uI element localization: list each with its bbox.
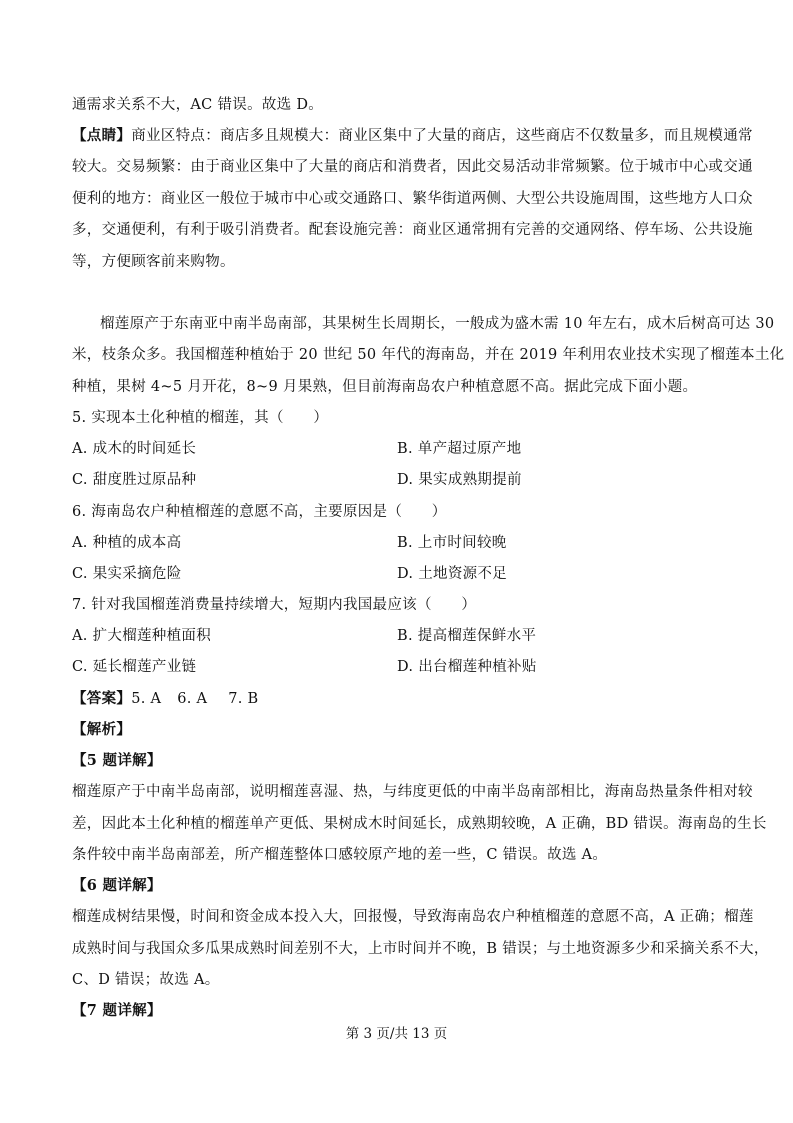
question-6-stem: 6. 海南岛农户种植榴莲的意愿不高，主要原因是（ ） (72, 504, 447, 520)
answer-line (72, 689, 732, 709)
detail-7-label: 【7 题详解】 (72, 1002, 162, 1019)
question-7-option-a: A. 扩大榴莲种植面积 (72, 628, 211, 644)
dianjing-line-1 (72, 126, 753, 146)
answer-label: 【答案】 (72, 690, 132, 707)
question-5-option-a: A. 成木的时间延长 (72, 441, 197, 457)
answer-item-6: 6. A (177, 691, 208, 707)
question-7-option-b: B. 提高榴莲保鲜水平 (397, 628, 537, 644)
detail-6-line-2: 成熟时间与我国众多瓜果成熟时间差别不大，上市时间并不晚，B 错误；与土地资源多少和采摘关系不大， (72, 941, 769, 957)
analysis-label: 【解析】 (72, 721, 132, 738)
passage-line-2: 米，枝条众多。我国榴莲种植始于 20 世纪 50 年代的海南岛，并在 2019 年利用农业技术实现了榴莲本土化 (72, 347, 785, 363)
question-5-stem: 5. 实现本土化种植的榴莲，其（ ） (72, 410, 329, 426)
detail-6-line-3: C、D 错误；故选 A。 (72, 972, 220, 988)
answer-item-5: 5. A (131, 691, 162, 707)
detail-6-line-1: 榴莲成树结果慢，时间和资金成本投入大，回报慢，导致海南岛农户种植榴莲的意愿不高，A 正确；榴莲 (72, 909, 754, 925)
dianjing-label: 【点睛】 (72, 127, 132, 144)
dianjing-line-2: 较大。交易频繁：由于商业区集中了大量的商店和消费者，因此交易活动非常频繁。位于城市中心或交通 (72, 159, 753, 175)
question-5-option-c: C. 甜度胜过原品种 (72, 472, 197, 488)
dianjing-text-1: 商业区特点：商店多且规模大：商业区集中了大量的商店，这些商店不仅数量多，而且规模通常 (131, 128, 753, 144)
dianjing-line-5: 等，方便顾客前来购物。 (72, 254, 235, 270)
answer-item-7: 7. B (228, 691, 259, 707)
question-5-option-d: D. 果实成熟期提前 (397, 472, 522, 488)
detail-5-line-3: 条件较中南半岛南部差，所产榴莲整体口感较原产地的差一些，C 错误。故选 A。 (72, 847, 608, 863)
question-6-option-d: D. 土地资源不足 (397, 566, 508, 582)
question-7-stem: 7. 针对我国榴莲消费量持续增大，短期内我国最应该（ ） (72, 597, 477, 613)
passage-line-1: 榴莲原产于东南亚中南半岛南部，其果树生长周期长，一般成为盛木需 10 年左右，成木后树高可达 30 (100, 316, 775, 332)
question-6-option-b: B. 上市时间较晚 (397, 535, 507, 551)
detail-5-label: 【5 题详解】 (72, 752, 162, 769)
dianjing-line-4: 多，交通便利，有利于吸引消费者。配套设施完善：商业区通常拥有完善的交通网络、停车场、公共设施 (72, 222, 753, 238)
question-6-option-a: A. 种植的成本高 (72, 535, 182, 551)
detail-5-line-2: 差，因此本土化种植的榴莲单产更低、果树成木时间延长，成熟期较晚，A 正确，BD 错误。海南岛的生长 (72, 816, 767, 832)
question-5-option-b: B. 单产超过原产地 (397, 441, 522, 457)
intro-line: 通需求关系不大，AC 错误。故选 D。 (72, 97, 324, 113)
dianjing-line-3: 便利的地方：商业区一般位于城市中心或交通路口、繁华街道两侧、大型公共设施周围，这些地方人口众 (72, 191, 753, 207)
passage-line-3: 种植，果树 4~5 月开花，8~9 月果熟，但目前海南岛农户种植意愿不高。据此完成下面小题。 (72, 379, 698, 395)
question-7-option-d: D. 出台榴莲种植补贴 (397, 659, 537, 675)
detail-5-line-1: 榴莲原产于中南半岛南部，说明榴莲喜湿、热，与纬度更低的中南半岛南部相比，海南岛热量条件相对较 (72, 784, 753, 800)
detail-6-label: 【6 题详解】 (72, 877, 162, 894)
question-7-option-c: C. 延长榴莲产业链 (72, 659, 197, 675)
question-6-option-c: C. 果实采摘危险 (72, 566, 182, 582)
page-footer: 第 3 页/共 13 页 (345, 1026, 448, 1042)
